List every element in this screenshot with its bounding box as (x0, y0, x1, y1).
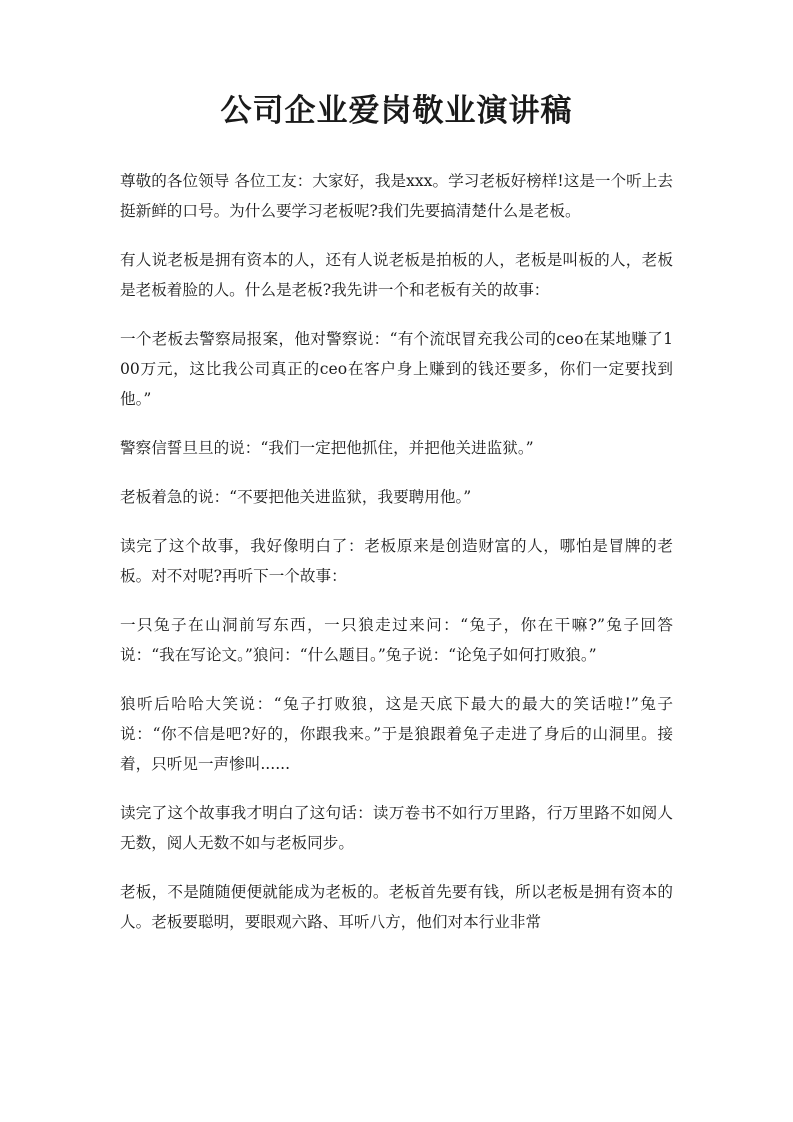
paragraph: 读完了这个故事，我好像明白了：老板原来是创造财富的人，哪怕是冒牌的老板。对不对呢?再听下一个故事： (120, 537, 673, 586)
document-title: 公司企业爱岗敬业演讲稿 (220, 93, 573, 129)
paragraph: 老板，不是随随便便就能成为老板的。老板首先要有钱，所以老板是拥有资本的人。老板要聪明，要眼观六路、耳听八方，他们对本行业非常 (120, 883, 673, 932)
paragraph: 警察信誓旦旦的说：“我们一定把他抓住，并把他关进监狱。” (120, 439, 534, 458)
paragraph: 尊敬的各位领导 各位工友：大家好，我是xxx。学习老板好榜样!这是一个听上去挺新鲜的口号。为什么要学习老板呢?我们先要搞清楚什么是老板。 (120, 172, 673, 221)
paragraph: 一只兔子在山洞前写东西，一只狼走过来问：“兔子，你在干嘛?”兔子回答说：“我在写论文。”狼问：“什么题目。”兔子说：“论兔子如何打败狼。” (120, 616, 673, 665)
paragraph: 读完了这个故事我才明白了这句话：读万卷书不如行万里路，行万里路不如阅人无数，阅人无数不如与老板同步。 (120, 804, 673, 853)
paragraph: 老板着急的说：“不要把他关进监狱，我要聘用他。” (120, 488, 472, 507)
paragraph: 狼听后哈哈大笑说：“兔子打败狼，这是天底下最大的最大的笑话啦!”兔子说：“你不信是吧?好的，你跟我来。”于是狼跟着兔子走进了身后的山洞里。接着，只听见一声惨叫...... (120, 695, 673, 774)
paragraph: 有人说老板是拥有资本的人，还有人说老板是拍板的人，老板是叫板的人，老板是老板着脸的人。什么是老板?我先讲一个和老板有关的故事： (120, 251, 673, 300)
paragraph: 一个老板去警察局报案，他对警察说：“有个流氓冒充我公司的ceo在某地赚了100万元，这比我公司真正的ceo在客户身上赚到的钱还要多，你们一定要找到他。” (120, 330, 673, 409)
